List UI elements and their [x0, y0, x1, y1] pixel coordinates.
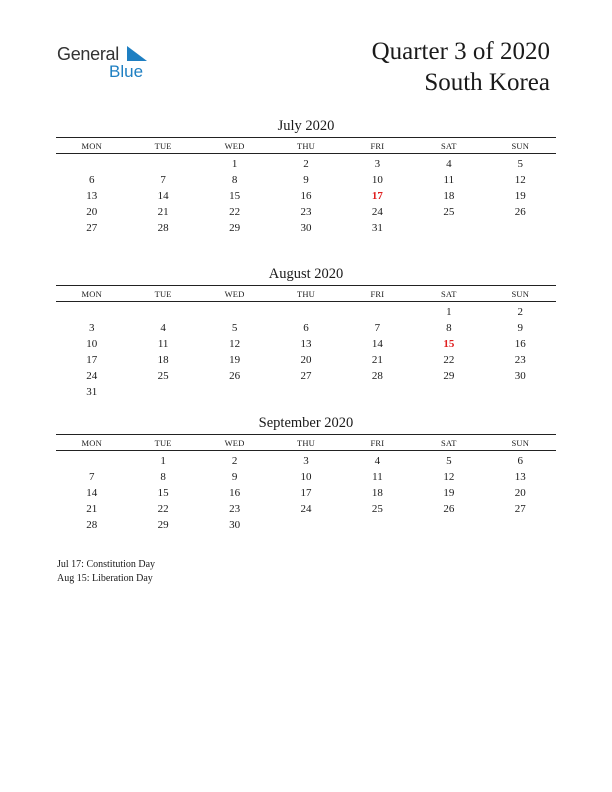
date-cell: 1 [446, 306, 452, 318]
date-cell: 29 [443, 370, 455, 382]
date-cell: 18 [443, 190, 455, 202]
date-cell: 25 [443, 206, 455, 218]
date-cell: 14 [86, 487, 98, 499]
weekday-label: TUE [154, 140, 172, 151]
date-cell: 4 [374, 455, 381, 467]
date-cell: 14 [371, 338, 383, 350]
date-cell: 30 [514, 370, 526, 382]
date-cell: 7 [160, 174, 166, 186]
date-cell: 24 [300, 503, 312, 515]
weekday-header [56, 434, 556, 451]
date-cell: 12 [229, 338, 241, 350]
weekday-label: THU [296, 437, 316, 448]
holiday-note: Jul 17: Constitution Day [57, 559, 156, 570]
date-cell: 10 [86, 338, 98, 350]
empty-cell [342, 384, 413, 400]
date-cell: 3 [374, 158, 381, 170]
weekday-label: THU [296, 288, 316, 299]
date-cell: 5 [517, 158, 524, 170]
date-cell: 18 [371, 487, 383, 499]
month-title: September 2020 [258, 415, 354, 431]
empty-cell [413, 220, 484, 236]
holiday-date-cell: 17 [371, 190, 383, 202]
date-cell: 29 [157, 519, 169, 531]
date-cell: 6 [88, 174, 95, 186]
date-cell: 3 [303, 455, 309, 467]
empty-cell [342, 304, 413, 320]
weekday-label: TUE [154, 288, 172, 299]
date-cell: 17 [86, 354, 98, 366]
date-cell: 2 [231, 455, 238, 467]
weekday-header [56, 137, 556, 154]
date-cell: 22 [157, 503, 169, 515]
logo-text-blue: Blue [109, 62, 144, 81]
date-cell: 30 [229, 519, 241, 531]
date-cell: 20 [86, 206, 98, 218]
date-cell: 11 [157, 338, 169, 350]
weekday-label: MON [81, 437, 102, 448]
logo-text-general: General [57, 44, 119, 64]
date-cell: 15 [229, 190, 241, 202]
title-quarter: Quarter 3 of 2020 [371, 38, 550, 65]
date-cell: 13 [86, 190, 98, 202]
date-cell: 19 [229, 354, 241, 366]
date-cell: 7 [374, 322, 381, 334]
empty-cell [413, 517, 484, 533]
date-cell: 10 [300, 471, 312, 483]
weekday-label: THU [296, 140, 316, 151]
date-cell: 31 [371, 222, 383, 234]
weekday-label: SUN [511, 437, 530, 448]
weekday-label: SAT [440, 288, 457, 299]
date-cell: 8 [160, 471, 166, 483]
date-cell: 27 [514, 503, 526, 515]
empty-cell [199, 304, 270, 320]
date-cell: 24 [371, 206, 383, 218]
date-cell: 9 [303, 174, 309, 186]
date-cell: 24 [86, 370, 98, 382]
date-cell: 7 [88, 471, 95, 483]
weekday-label: MON [81, 288, 102, 299]
date-cell: 5 [446, 455, 452, 467]
empty-cell [127, 384, 198, 400]
month-title: July 2020 [277, 118, 335, 134]
holiday-note: Aug 15: Liberation Day [57, 573, 153, 584]
date-cell: 11 [443, 174, 455, 186]
empty-cell [127, 304, 198, 320]
date-cell: 31 [86, 386, 98, 398]
month-calendar-september [56, 413, 556, 533]
date-cell: 13 [300, 338, 312, 350]
weekday-label: WED [224, 288, 245, 299]
date-cell: 21 [157, 206, 169, 218]
date-cell: 23 [514, 354, 526, 366]
month-calendar-august [56, 264, 556, 400]
weekday-label: SUN [511, 140, 530, 151]
date-cell: 20 [514, 487, 526, 499]
date-cell: 23 [229, 503, 241, 515]
date-cell: 29 [229, 222, 241, 234]
date-cell: 26 [514, 206, 526, 218]
empty-cell [270, 304, 341, 320]
empty-cell [56, 156, 127, 172]
weekday-label: SAT [440, 437, 457, 448]
date-cell: 27 [300, 370, 312, 382]
date-cell: 16 [229, 487, 241, 499]
empty-cell [485, 384, 556, 400]
weekday-label: FRI [370, 140, 385, 151]
weekday-label: WED [224, 437, 245, 448]
empty-cell [270, 384, 341, 400]
date-cell: 1 [160, 455, 166, 467]
date-cell: 12 [443, 471, 455, 483]
date-grid [56, 304, 556, 400]
date-cell: 2 [303, 158, 309, 170]
date-cell: 25 [157, 370, 169, 382]
weekday-label: TUE [154, 437, 172, 448]
date-cell: 26 [229, 370, 241, 382]
date-cell: 9 [231, 471, 238, 483]
date-cell: 26 [443, 503, 455, 515]
weekday-label: FRI [370, 437, 385, 448]
date-cell: 21 [86, 503, 98, 515]
date-cell: 14 [157, 190, 169, 202]
date-cell: 18 [157, 354, 169, 366]
date-cell: 30 [300, 222, 312, 234]
date-cell: 28 [371, 370, 383, 382]
date-cell: 9 [517, 322, 524, 334]
empty-cell [127, 156, 198, 172]
brand-logo [57, 42, 167, 82]
date-cell: 1 [231, 158, 238, 170]
date-cell: 16 [514, 338, 526, 350]
date-cell: 8 [446, 322, 452, 334]
date-cell: 19 [443, 487, 455, 499]
empty-cell [270, 517, 341, 533]
date-cell: 16 [300, 190, 312, 202]
empty-cell [413, 384, 484, 400]
date-cell: 28 [86, 519, 98, 531]
weekday-label: SAT [440, 140, 457, 151]
date-cell: 4 [160, 322, 166, 334]
date-cell: 3 [88, 322, 95, 334]
month-title: August 2020 [268, 266, 344, 282]
empty-cell [485, 220, 556, 236]
date-cell: 17 [300, 487, 312, 499]
date-cell: 20 [300, 354, 312, 366]
date-cell: 4 [446, 158, 452, 170]
date-cell: 15 [157, 487, 169, 499]
date-cell: 27 [86, 222, 98, 234]
date-cell: 10 [371, 174, 383, 186]
date-cell: 6 [303, 322, 309, 334]
month-calendar-july [56, 116, 556, 236]
date-cell: 28 [157, 222, 169, 234]
date-grid [56, 453, 556, 533]
weekday-header [56, 285, 556, 302]
date-grid [56, 156, 556, 236]
date-cell: 19 [514, 190, 526, 202]
weekday-label: SUN [511, 288, 530, 299]
date-cell: 11 [372, 471, 383, 483]
holiday-date-cell: 15 [443, 338, 455, 350]
page-title [372, 36, 550, 98]
empty-cell [56, 453, 127, 469]
date-cell: 2 [517, 306, 524, 318]
date-cell: 8 [231, 174, 238, 186]
date-cell: 22 [443, 354, 455, 366]
empty-cell [199, 384, 270, 400]
weekday-label: FRI [370, 288, 385, 299]
date-cell: 21 [371, 354, 383, 366]
empty-cell [485, 517, 556, 533]
date-cell: 12 [514, 174, 526, 186]
weekday-label: WED [224, 140, 245, 151]
date-cell: 13 [514, 471, 526, 483]
logo-triangle-icon [127, 46, 147, 62]
date-cell: 5 [231, 322, 238, 334]
holiday-notes [57, 558, 155, 586]
date-cell: 6 [517, 455, 524, 467]
title-country: South Korea [424, 69, 550, 96]
date-cell: 22 [229, 206, 241, 218]
empty-cell [342, 517, 413, 533]
empty-cell [56, 304, 127, 320]
date-cell: 23 [300, 206, 312, 218]
date-cell: 25 [371, 503, 383, 515]
weekday-label: MON [81, 140, 102, 151]
